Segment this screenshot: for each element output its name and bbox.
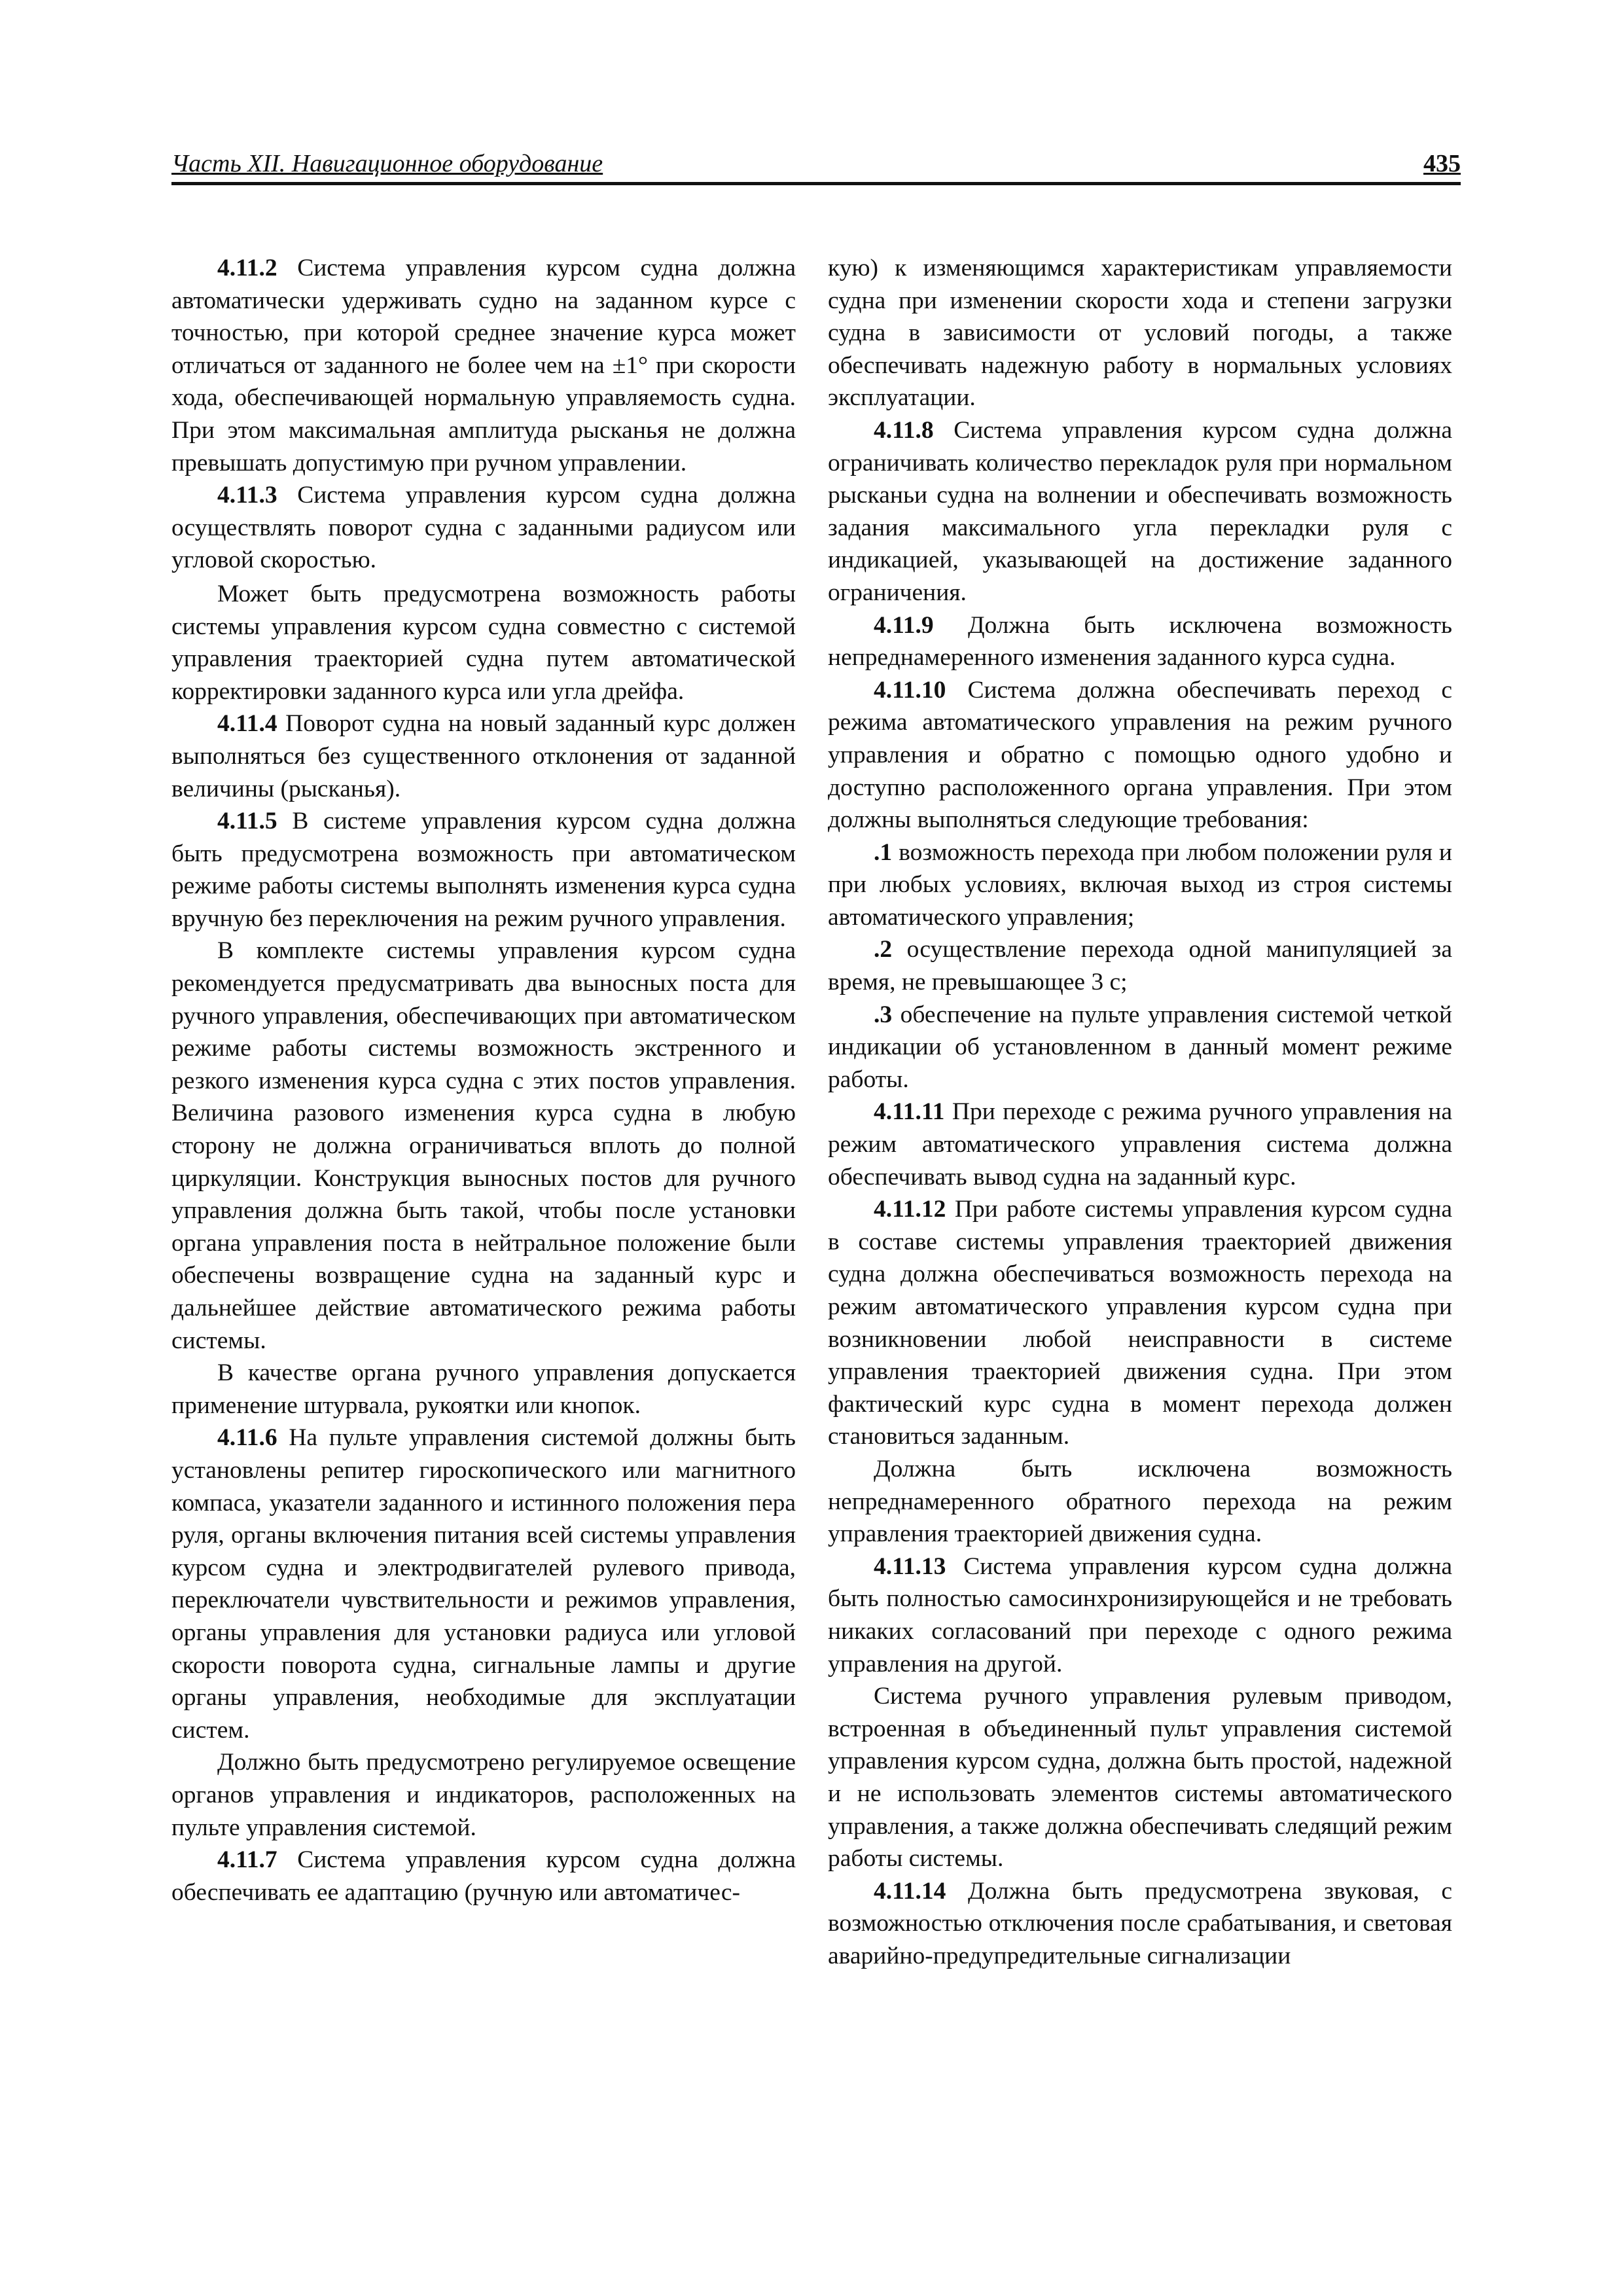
paragraph-text: В системе управления курсом судна должна быть предусмотрена возможность при автоматическом режиме работы системы выполнять изменения курса судна вручную без переключения на режим ручного управления. [171, 808, 796, 932]
clause-number: 4.11.7 [217, 1846, 277, 1874]
clause-number: 4.11.2 [217, 255, 277, 281]
clause-number: 4.11.8 [874, 416, 934, 444]
paragraph-text: Должна быть исключена возможность непреднамеренного обратного перехода на режим управления траекторией движения судна. [828, 1455, 1452, 1548]
paragraph-text: Должно быть предусмотрено регулируемое освещение органов управления и индикаторов, расположенных на пульте управления системой. [171, 1749, 796, 1841]
list-marker: .3 [874, 1001, 893, 1028]
paragraph [171, 1746, 796, 1844]
paragraph-text: Должна быть предусмотрена звуковая, с возможностью отключения после срабатывания, и световая аварийно-предупредительные сигнализации [828, 1877, 1452, 1969]
paragraph [828, 1875, 1452, 1973]
clause-number: 4.11.3 [217, 482, 277, 509]
page-number: 435 [1423, 150, 1461, 177]
clause-number: 4.11.13 [874, 1552, 946, 1580]
paragraph-text: Может быть предусмотрена возможность работы системы управления курсом судна совместно с системой управления траекторией судна путем автоматической корректировки заданного курса или угла дрейфа. [171, 580, 796, 705]
paragraph [171, 1844, 796, 1909]
paragraph-text: кую) к изменяющимся характеристикам управляемости судна при изменении скорости хода и степени загрузки судна в зависимости от условий погоды, а также обеспечивать надежную работу в нормальных условиях эксплуатации. [828, 255, 1452, 412]
list-item [828, 836, 1452, 934]
paragraph-text: Должна быть исключена возможность непреднамеренного изменения заданного курса судна. [828, 611, 1452, 672]
clause-number: 4.11.4 [217, 710, 277, 738]
paragraph [171, 935, 796, 1357]
paragraph [828, 1551, 1452, 1680]
paragraph [828, 1096, 1452, 1193]
paragraph-text: Система управления курсом судна должна обеспечивать ее адаптацию (ручную или автоматичес- [171, 1846, 796, 1906]
running-title: Часть XII. Навигационное оборудование [171, 150, 603, 177]
paragraph [828, 609, 1452, 674]
paragraph-text: При работе системы управления курсом судна в составе системы управления траекторией движения судна должна обеспечиваться возможность перехода на режим автоматического управления курсом судна при возникновении любой неисправности в системе управления траекторией движения судна. При этом фактический курс судна в момент перехода должен становиться заданным. [828, 1196, 1452, 1450]
paragraph [828, 1193, 1452, 1453]
paragraph-text: В комплекте системы управления курсом судна рекомендуется предусматривать два выносных поста для ручного управления, обеспечивающих при автоматическом режиме работы системы возможность экстренного и резкого изменения курса судна с этих постов управления. Величина разового изменения курса судна в любую сторону не должна ограничиваться вплоть до полной циркуляции. Конструкция выносных постов для ручного управления должна быть такой, чтобы после установки органа управления поста в нейтральное положение были обеспечены возвращение судна на заданный курс и дальнейшее действие автоматического режима работы системы. [171, 937, 796, 1354]
clause-number: 4.11.5 [217, 808, 277, 835]
paragraph-text: возможность перехода при любом положении руля и при любых условиях, включая выход из строя системы автоматического управления; [828, 838, 1452, 931]
paragraph-text: В качестве органа ручного управления допускается применение штурвала, рукоятки или кнопок. [171, 1359, 796, 1419]
clause-number: 4.11.11 [874, 1098, 945, 1126]
right-column [828, 252, 1452, 1972]
paragraph [171, 578, 796, 708]
paragraph-text: Система управления курсом судна должна автоматически удерживать судно на заданном курсе с точностью, при которой среднее значение курса может отличаться от заданного не более чем на ±1° при скорости хода, обеспечивающей нормальную управляемость судна. При этом максимальная амплитуда рысканья не должна превышать допустимую при ручном управлении. [171, 255, 796, 476]
paragraph [828, 414, 1452, 609]
clause-number: 4.11.12 [874, 1196, 946, 1223]
list-marker: .2 [874, 936, 893, 963]
list-marker: .1 [874, 838, 893, 866]
page-header [171, 145, 1461, 185]
clause-number: 4.11.6 [217, 1424, 277, 1452]
paragraph [171, 479, 796, 577]
paragraph [171, 708, 796, 805]
paragraph [828, 674, 1452, 836]
paragraph-text: На пульте управления системой должны быть установлены репитер гироскопического или магнитного компаса, указатели заданного и истинного положения пера руля, органы включения питания всей системы управления курсом судна и электродвигателей рулевого привода, переключатели чувствительности и режимов управления, органы управления для установки радиуса или угловой скорости поворота судна, сигнальные лампы и другие органы управления, необходимые для эксплуатации систем. [171, 1424, 796, 1744]
paragraph [171, 252, 796, 479]
paragraph-text: Система управления курсом судна должна ограничивать количество перекладок руля при нормальном рысканьи судна на волнении и обеспечивать возможность задания максимального угла перекладки руля с индикацией, указывающей на достижение заданного ограничения. [828, 416, 1452, 606]
paragraph [171, 1357, 796, 1422]
clause-number: 4.11.10 [874, 676, 946, 704]
clause-number: 4.11.9 [874, 611, 934, 639]
paragraph [171, 805, 796, 935]
paragraph [828, 1453, 1452, 1551]
paragraph-text: Система ручного управления рулевым приводом, встроенная в объединенный пульт управления системой управления курсом судна, должна быть простой, надежной и не использовать элементов системы автоматического управления, а также должна обеспечивать следящий режим работы системы. [828, 1683, 1452, 1873]
paragraph-text: обеспечение на пульте управления системой четкой индикации об установленном в данный момент режиме работы. [828, 1001, 1452, 1093]
paragraph [828, 1680, 1452, 1875]
paragraph-text: При переходе с режима ручного управления на режим автоматического управления система должна обеспечивать вывод судна на заданный курс. [828, 1098, 1452, 1191]
paragraph [828, 252, 1452, 414]
clause-number: 4.11.14 [874, 1877, 946, 1905]
left-column [171, 252, 796, 1909]
paragraph [171, 1422, 796, 1746]
paragraph-text: осуществление перехода одной манипуляцией за время, не превышающее 3 с; [828, 936, 1452, 996]
paragraph-text: Система управления курсом судна должна быть полностью самосинхронизирующейся и не требовать никаких согласований при переходе с одного режима управления на другой. [828, 1552, 1452, 1677]
paragraph-text: Поворот судна на новый заданный курс должен выполняться без существенного отклонения от заданной величины (рысканья). [171, 710, 796, 802]
paragraph-text: Система управления курсом судна должна осуществлять поворот судна с заданными радиусом или угловой скоростью. [171, 482, 796, 574]
list-item [828, 933, 1452, 998]
paragraph-text: Система должна обеспечивать переход с режима автоматического управления на режим ручного управления и обратно с помощью одного удобно и доступно расположенного органа управления. При этом должны выполняться следующие требования: [828, 676, 1452, 834]
list-item [828, 999, 1452, 1096]
